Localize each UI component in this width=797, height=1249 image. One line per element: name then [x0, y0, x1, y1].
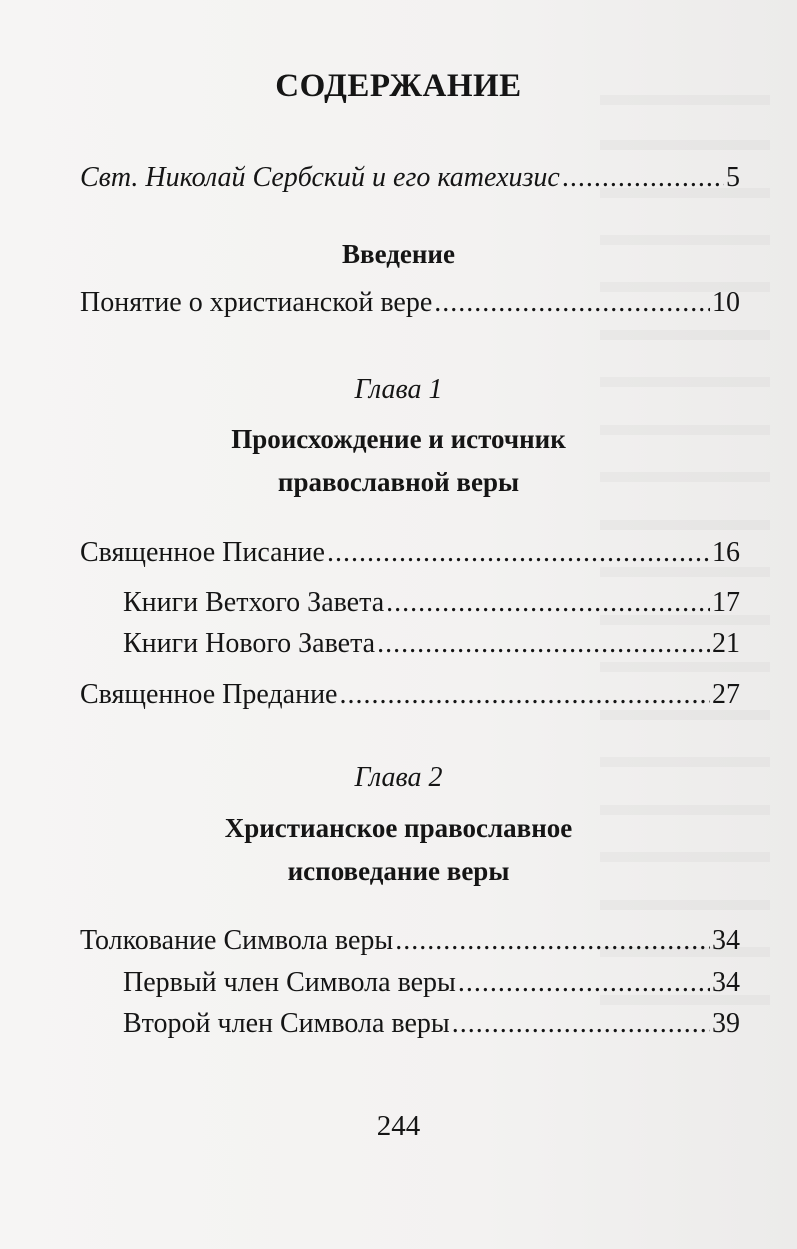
- toc-entry-page: 10: [712, 287, 740, 318]
- toc-entry[interactable]: [123, 628, 740, 660]
- toc-entry-label: Толкование Символа веры: [80, 925, 394, 956]
- toc-entry-label: Понятие о христианской вере: [80, 287, 433, 318]
- chapter-heading-line: Христианское православное: [224, 813, 573, 843]
- leader-dots: [327, 537, 710, 569]
- toc-entry[interactable]: [80, 287, 740, 319]
- toc-entry-label: Второй член Символа веры: [123, 1008, 450, 1039]
- leader-dots: [562, 162, 724, 194]
- toc-entry-label: Свт. Николай Сербский и его катехизис: [80, 162, 560, 193]
- leader-dots: [377, 628, 710, 660]
- leader-dots: [386, 587, 710, 619]
- toc-entry-label: Книги Ветхого Завета: [123, 587, 385, 618]
- toc-entry-page: 27: [712, 679, 740, 710]
- toc-entry-label: Первый член Символа веры: [123, 967, 456, 998]
- leader-dots: [395, 925, 710, 957]
- toc-entry-label: Священное Писание: [80, 537, 325, 568]
- toc-entry-page: 5: [726, 162, 740, 193]
- toc-entry-page: 21: [712, 628, 740, 659]
- toc-entry-page: 39: [712, 1008, 740, 1039]
- section-heading-introduction: Введение: [342, 239, 455, 269]
- leader-dots: [339, 679, 710, 711]
- toc-entry-label: Книги Нового Завета: [123, 628, 376, 659]
- toc-entry[interactable]: [123, 1008, 740, 1040]
- toc-entry[interactable]: [80, 925, 740, 957]
- chapter-label: Глава 1: [354, 374, 443, 405]
- toc-entry-page: 17: [712, 587, 740, 618]
- toc-entry-preface[interactable]: [80, 162, 740, 194]
- chapter-heading-line: православной веры: [277, 467, 520, 497]
- chapter-label: Глава 2: [354, 762, 443, 793]
- leader-dots: [434, 287, 710, 319]
- toc-entry-page: 34: [712, 967, 740, 998]
- toc-entry[interactable]: [80, 679, 740, 711]
- chapter-heading-line: Происхождение и источник: [231, 424, 566, 454]
- toc-entry[interactable]: [123, 967, 740, 999]
- toc-entry-label: Священное Предание: [80, 679, 338, 710]
- toc-entry-page: 16: [712, 537, 740, 568]
- chapter-heading-line: исповедание веры: [287, 856, 510, 886]
- toc-entry-page: 34: [712, 925, 740, 956]
- page-number: 244: [376, 1110, 421, 1142]
- contents-title: СОДЕРЖАНИЕ: [275, 68, 522, 104]
- leader-dots: [452, 1008, 710, 1040]
- toc-entry[interactable]: [80, 537, 740, 569]
- leader-dots: [458, 967, 710, 999]
- toc-entry[interactable]: [123, 587, 740, 619]
